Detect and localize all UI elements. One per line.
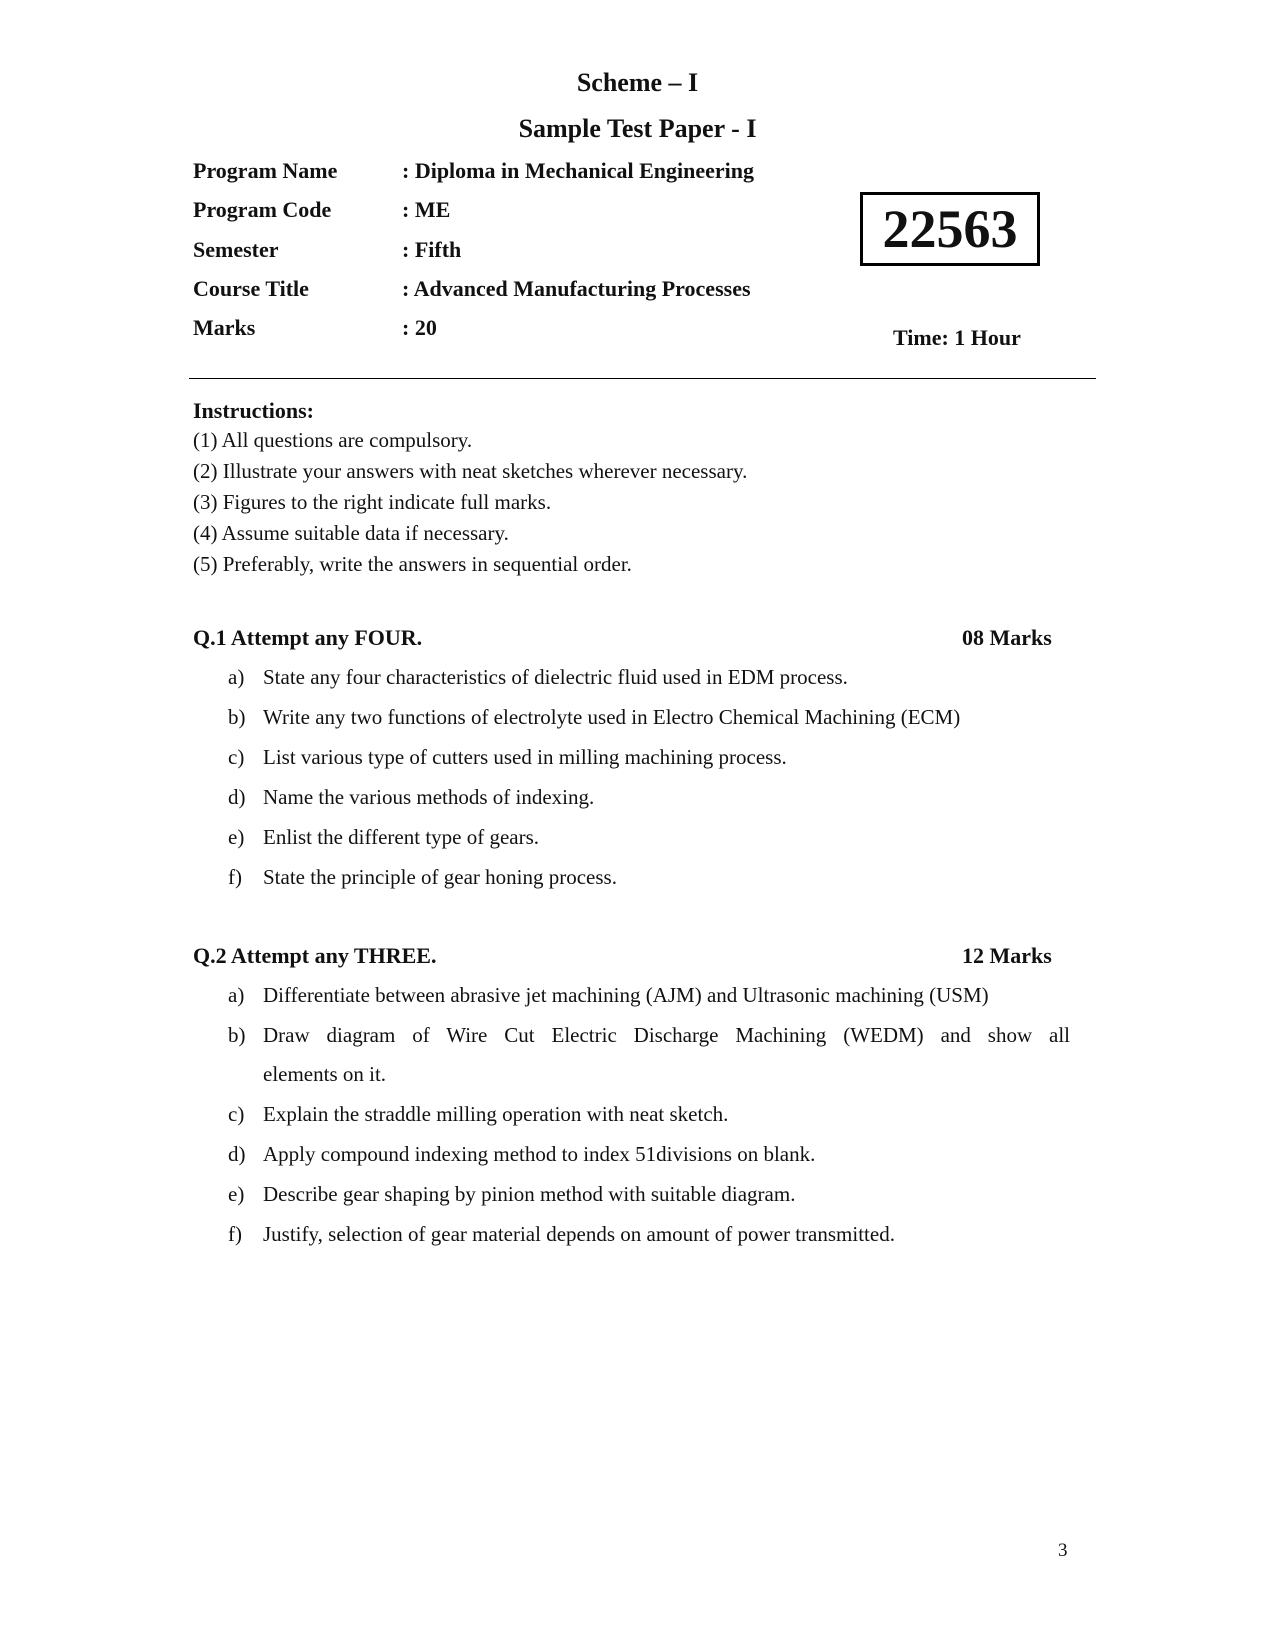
instruction-item: (1) All questions are compulsory.	[193, 428, 473, 452]
meta-label-course-title: Course Title	[193, 276, 309, 301]
item-text: Justify, selection of gear material depends on amount of power transmitted.	[263, 1222, 895, 1246]
q1-item-d	[228, 785, 1070, 810]
meta-label-program-code: Program Code	[193, 197, 332, 222]
instruction-item: (4) Assume suitable data if necessary.	[193, 521, 509, 545]
meta-value-marks: : 20	[402, 315, 437, 340]
q1-heading: Q.1 Attempt any FOUR.	[193, 625, 423, 650]
meta-value-program-name: : Diploma in Mechanical Engineering	[402, 158, 754, 183]
instructions-heading: Instructions:	[193, 398, 315, 423]
q1-item-e	[228, 825, 1070, 850]
meta-label-marks: Marks	[193, 315, 256, 340]
item-label: b)	[228, 705, 246, 729]
item-text: Describe gear shaping by pinion method with suitable diagram.	[263, 1182, 796, 1206]
paper-title: Sample Test Paper - I	[518, 114, 757, 143]
item-label: c)	[228, 745, 245, 769]
item-label: d)	[228, 785, 246, 809]
page-number: 3	[1058, 1540, 1068, 1561]
item-text: Apply compound indexing method to index 51divisions on blank.	[263, 1142, 816, 1166]
item-text: State the principle of gear honing process.	[263, 865, 617, 889]
item-label: a)	[228, 665, 245, 689]
q2-item-d	[228, 1142, 1070, 1167]
q1-item-b	[228, 705, 1070, 730]
q2-item-b-continuation: elements on it.	[263, 1062, 387, 1086]
meta-label-semester: Semester	[193, 237, 279, 262]
course-code-box: 22563	[860, 192, 1040, 266]
item-text: State any four characteristics of dielectric fluid used in EDM process.	[263, 665, 848, 689]
meta-value-program-code: : ME	[402, 197, 451, 222]
instruction-item: (5) Preferably, write the answers in sequential order.	[193, 552, 632, 576]
q2-item-c	[228, 1102, 1070, 1127]
item-text: List various type of cutters used in milling machining process.	[263, 745, 787, 769]
item-text: Write any two functions of electrolyte used in Electro Chemical Machining (ECM)	[263, 705, 961, 729]
item-label: f)	[228, 865, 242, 889]
item-label: f)	[228, 1222, 242, 1246]
meta-label-program-name: Program Name	[193, 158, 338, 183]
meta-value-semester: : Fifth	[402, 237, 462, 262]
q2-item-f	[228, 1222, 1070, 1247]
header-divider	[189, 378, 1096, 379]
item-label: c)	[228, 1102, 245, 1126]
q2-item-e	[228, 1182, 1070, 1207]
q1-item-c	[228, 745, 1070, 770]
scheme-title: Scheme – I	[576, 68, 699, 97]
item-label: d)	[228, 1142, 246, 1166]
q1-item-f	[228, 865, 1070, 890]
instruction-item: (3) Figures to the right indicate full marks.	[193, 490, 552, 514]
item-label: b)	[228, 1023, 246, 1047]
item-label: e)	[228, 825, 245, 849]
item-text: Draw diagram of Wire Cut Electric Discharge Machining (WEDM) and show all	[263, 1023, 1070, 1047]
q2-item-a	[228, 983, 1070, 1008]
q1-marks: 08 Marks	[962, 625, 1052, 650]
q2-heading: Q.2 Attempt any THREE.	[193, 943, 437, 968]
q1-item-a	[228, 665, 1070, 690]
item-text: Enlist the different type of gears.	[263, 825, 540, 849]
exam-time: Time: 1 Hour	[893, 325, 1021, 350]
item-text: Name the various methods of indexing.	[263, 785, 595, 809]
q2-item-b	[228, 1023, 1070, 1048]
q2-marks: 12 Marks	[962, 943, 1052, 968]
item-text: Differentiate between abrasive jet machining (AJM) and Ultrasonic machining (USM)	[263, 983, 989, 1007]
instruction-item: (2) Illustrate your answers with neat sketches wherever necessary.	[193, 459, 748, 483]
item-label: a)	[228, 983, 245, 1007]
item-label: e)	[228, 1182, 245, 1206]
item-text: Explain the straddle milling operation with neat sketch.	[263, 1102, 729, 1126]
meta-value-course-title: : Advanced Manufacturing Processes	[402, 276, 751, 301]
